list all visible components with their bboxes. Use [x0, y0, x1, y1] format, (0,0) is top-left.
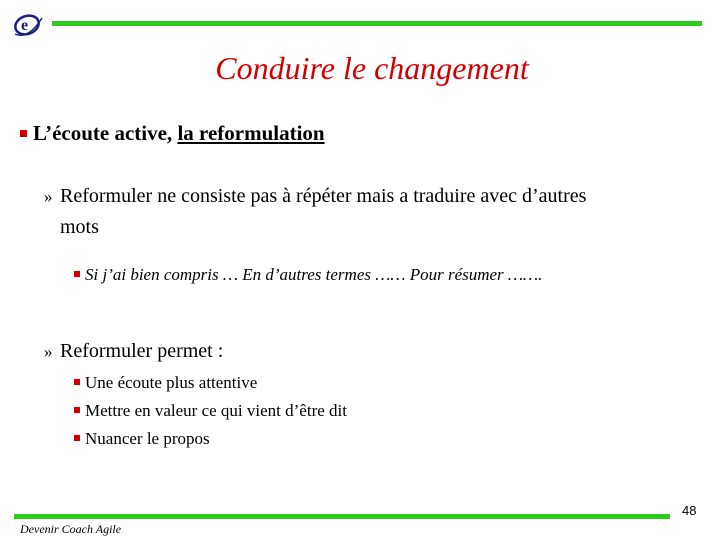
heading-underlined: la reformulation	[177, 121, 325, 145]
bottom-divider	[14, 514, 670, 519]
point-permet	[44, 340, 223, 363]
square-bullet-icon	[74, 407, 80, 413]
example-bullet	[74, 265, 542, 285]
list-item	[74, 429, 210, 449]
list-item-text: Nuancer le propos	[85, 429, 210, 448]
list-item	[74, 401, 347, 421]
arrow-bullet-icon: »	[44, 187, 53, 206]
square-bullet-icon	[74, 435, 80, 441]
square-bullet-icon	[74, 271, 80, 277]
slide-title: Conduire le changement	[215, 50, 529, 86]
point-line2: mots	[60, 216, 99, 238]
heading-text: L’écoute active,	[33, 121, 178, 145]
square-bullet-icon	[74, 379, 80, 385]
footer-text: Devenir Coach Agile	[20, 522, 122, 536]
point-line1: Reformuler ne consiste pas à répéter mais a traduire avec d’autres	[60, 185, 587, 207]
arrow-bullet-icon: »	[44, 342, 53, 361]
list-item-text: Mettre en valeur ce qui vient d’être dit	[85, 401, 347, 420]
list-item-text: Une écoute plus attentive	[85, 373, 258, 392]
point-reformuler	[44, 181, 694, 242]
point2-text: Reformuler permet :	[60, 340, 224, 362]
heading-bullet	[20, 121, 325, 146]
square-bullet-icon	[20, 130, 27, 137]
company-logo	[12, 10, 44, 38]
list-item	[74, 373, 257, 393]
svg-text:e: e	[21, 17, 29, 34]
top-divider	[52, 21, 702, 26]
page-number: 48	[682, 503, 697, 518]
example-text: Si j’ai bien compris … En d’autres termes …… Pour résumer …….	[85, 265, 543, 284]
